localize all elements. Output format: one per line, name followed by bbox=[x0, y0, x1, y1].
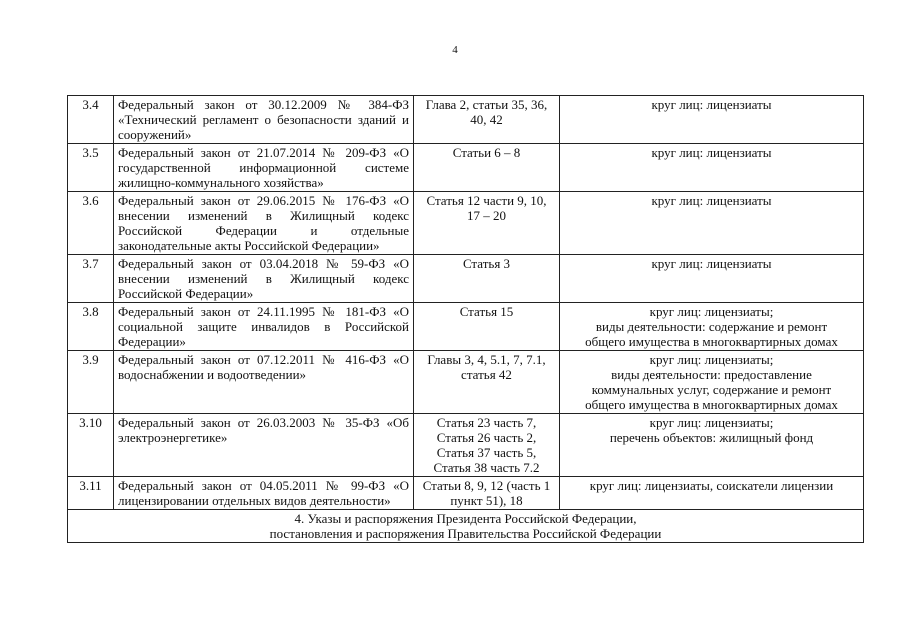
scope-cell bbox=[560, 96, 864, 144]
articles-cell bbox=[414, 351, 560, 414]
law-title: Федеральный закон от 24.11.1995 № 181-ФЗ «О социальной защите инвалидов в Российской Федерации» bbox=[114, 303, 414, 351]
articles-line: Статья 23 часть 7, bbox=[436, 415, 537, 430]
section-heading-line: 4. Указы и распоряжения Президента Российской Федерации, bbox=[294, 511, 637, 526]
row-number: 3.9 bbox=[68, 351, 114, 414]
articles-line: Главы 3, 4, 5.1, 7, 7.1, bbox=[427, 352, 546, 367]
scope-line: круг лиц: лицензиаты bbox=[651, 193, 772, 208]
scope-cell bbox=[560, 303, 864, 351]
table-row bbox=[68, 96, 864, 144]
regulations-table bbox=[67, 95, 864, 543]
section-heading-row bbox=[68, 510, 864, 543]
table-body bbox=[68, 96, 864, 543]
row-number: 3.7 bbox=[68, 255, 114, 303]
articles-line: Статья 15 bbox=[459, 304, 514, 319]
law-title: Федеральный закон от 04.05.2011 № 99-ФЗ «О лицензировании отдельных видов деятельности» bbox=[114, 477, 414, 510]
scope-cell bbox=[560, 192, 864, 255]
table-row bbox=[68, 192, 864, 255]
scope-line: виды деятельности: содержание и ремонт bbox=[595, 319, 828, 334]
scope-line: круг лиц: лицензиаты bbox=[651, 97, 772, 112]
scope-line: коммунальных услуг, содержание и ремонт bbox=[591, 382, 832, 397]
articles-line: Статья 38 часть 7.2 bbox=[433, 460, 540, 475]
articles-line: статья 42 bbox=[461, 367, 512, 382]
articles-line: пункт 51), 18 bbox=[450, 493, 523, 508]
page-number: 4 bbox=[452, 44, 458, 56]
articles-line: Статья 12 части 9, 10, bbox=[426, 193, 547, 208]
row-number: 3.11 bbox=[68, 477, 114, 510]
scope-line: перечень объектов: жилищный фонд bbox=[609, 430, 814, 445]
scope-line: общего имущества в многоквартирных домах bbox=[585, 397, 838, 412]
row-number: 3.10 bbox=[68, 414, 114, 477]
articles-line: Статья 26 часть 2, bbox=[436, 430, 537, 445]
scope-cell bbox=[560, 414, 864, 477]
scope-line: круг лиц: лицензиаты; bbox=[649, 304, 774, 319]
scope-line: круг лиц: лицензиаты; bbox=[649, 415, 774, 430]
scope-line: круг лиц: лицензиаты bbox=[651, 145, 772, 160]
scope-cell bbox=[560, 144, 864, 192]
articles-line: Глава 2, статьи 35, 36, bbox=[425, 97, 548, 112]
table-row bbox=[68, 144, 864, 192]
articles-cell bbox=[414, 144, 560, 192]
articles-cell bbox=[414, 192, 560, 255]
row-number: 3.5 bbox=[68, 144, 114, 192]
law-title: Федеральный закон от 03.04.2018 № 59-ФЗ «О внесении изменений в Жилищный кодекс Российской Федерации» bbox=[114, 255, 414, 303]
articles-line: 40, 42 bbox=[470, 112, 503, 127]
table-row bbox=[68, 477, 864, 510]
articles-line: 17 – 20 bbox=[467, 208, 506, 223]
scope-line: общего имущества в многоквартирных домах bbox=[585, 334, 838, 349]
table-row bbox=[68, 255, 864, 303]
section-heading bbox=[68, 510, 864, 543]
scope-line: виды деятельности: предоставление bbox=[611, 367, 812, 382]
table-row bbox=[68, 414, 864, 477]
scope-line: круг лиц: лицензиаты bbox=[651, 256, 772, 271]
articles-line: Статья 37 часть 5, bbox=[436, 445, 537, 460]
table-row bbox=[68, 351, 864, 414]
row-number: 3.6 bbox=[68, 192, 114, 255]
section-heading-line: постановления и распоряжения Правительства Российской Федерации bbox=[269, 526, 662, 541]
law-title: Федеральный закон от 30.12.2009 № 384-ФЗ «Технический регламент о безопасности зданий и сооружений» bbox=[114, 96, 414, 144]
articles-cell bbox=[414, 414, 560, 477]
scope-line: круг лиц: лицензиаты, соискатели лицензии bbox=[589, 478, 834, 493]
scope-cell bbox=[560, 255, 864, 303]
articles-cell bbox=[414, 96, 560, 144]
law-title: Федеральный закон от 21.07.2014 № 209-ФЗ «О государственной информационной системе жилищно-коммунального хозяйства» bbox=[114, 144, 414, 192]
articles-cell bbox=[414, 303, 560, 351]
row-number: 3.4 bbox=[68, 96, 114, 144]
scope-line: круг лиц: лицензиаты; bbox=[649, 352, 774, 367]
scope-cell bbox=[560, 351, 864, 414]
scope-cell bbox=[560, 477, 864, 510]
articles-line: Статьи 6 – 8 bbox=[452, 145, 521, 160]
articles-line: Статьи 8, 9, 12 (часть 1 bbox=[422, 478, 551, 493]
law-title: Федеральный закон от 26.03.2003 № 35-ФЗ «Об электроэнергетике» bbox=[114, 414, 414, 477]
row-number: 3.8 bbox=[68, 303, 114, 351]
articles-cell bbox=[414, 255, 560, 303]
table-row bbox=[68, 303, 864, 351]
law-title: Федеральный закон от 29.06.2015 № 176-ФЗ «О внесении изменений в Жилищный кодекс Российской Федерации и отдельные законодательные акты Российской Федерации» bbox=[114, 192, 414, 255]
articles-cell bbox=[414, 477, 560, 510]
law-title: Федеральный закон от 07.12.2011 № 416-ФЗ «О водоснабжении и водоотведении» bbox=[114, 351, 414, 414]
articles-line: Статья 3 bbox=[462, 256, 511, 271]
